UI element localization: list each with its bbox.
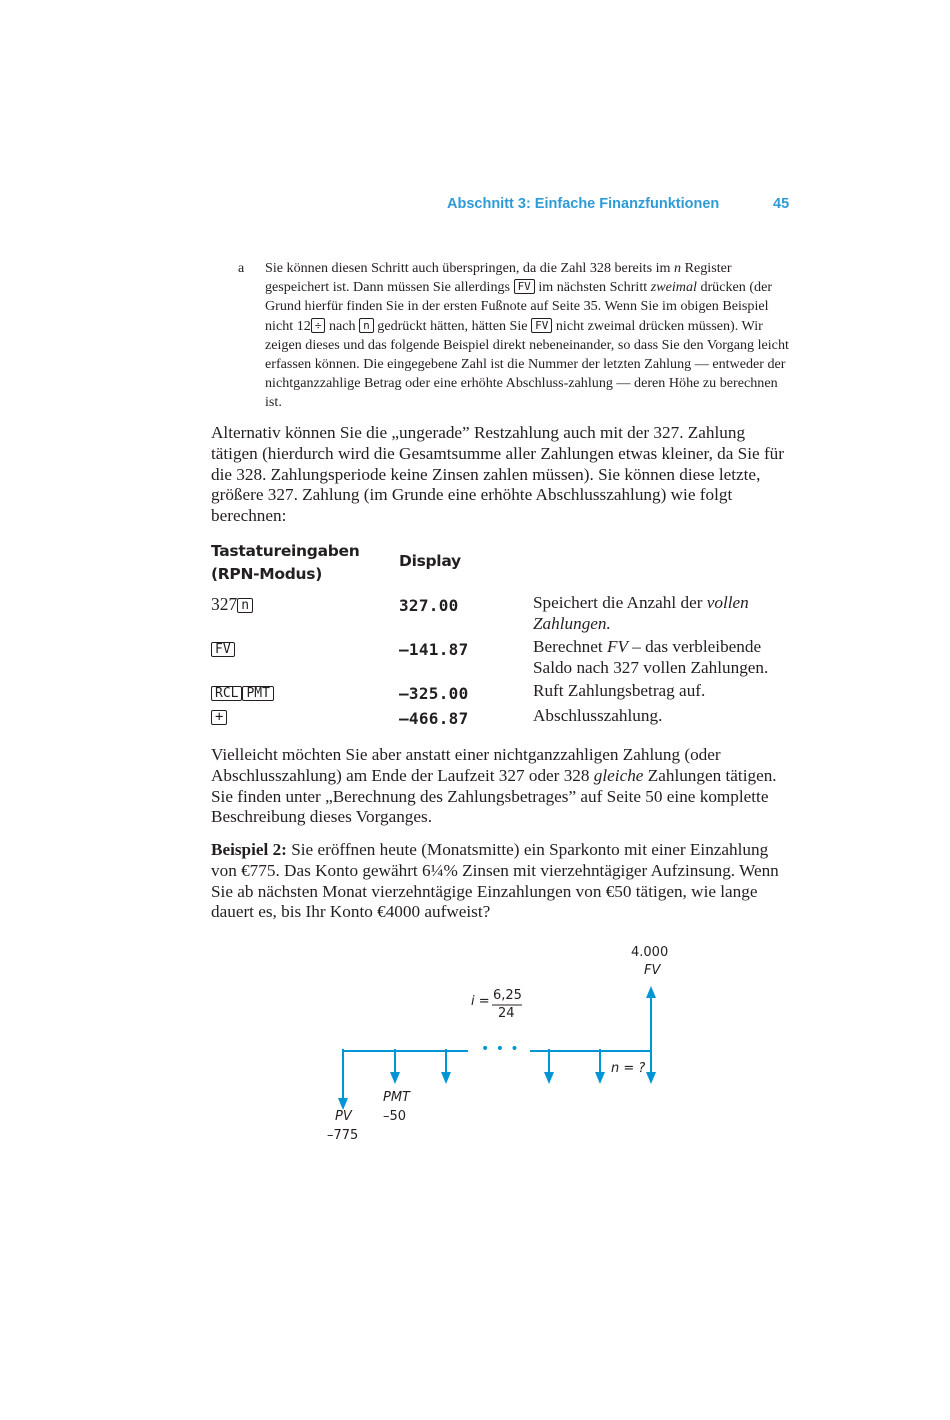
comment-text: Berechnet [533, 637, 603, 656]
footnote-text: gedrückt hätten, hätten Sie [377, 317, 528, 334]
ellipsis-dots: • • • [481, 1041, 520, 1057]
footnote-text: Register gespeichert ist. Dann müssen Sie allerdings [265, 260, 732, 296]
table-header-keys-line1: Tastatureingaben [211, 542, 360, 560]
pmt-arrowhead [390, 1072, 400, 1084]
pmt-arrowhead [441, 1072, 451, 1084]
pv-label: PV [335, 1109, 352, 1124]
comment-text: – das verbleibende Saldo nach 327 vollen Zahlungen. [533, 637, 769, 677]
table-row-comment: Abschlusszahlung. [533, 706, 663, 725]
table-header-keys-line2: (RPN-Modus) [211, 565, 322, 583]
pmt-arrowhead [646, 1072, 656, 1084]
fv-arrowhead [646, 986, 656, 998]
pmt-arrowhead [595, 1072, 605, 1084]
n-key: n [359, 318, 374, 333]
pmt-value: –50 [383, 1109, 407, 1124]
display-value: –466.87 [399, 709, 469, 728]
comment-text: . [606, 613, 611, 633]
divide-key: ÷ [311, 318, 326, 333]
fv-key: FV [211, 642, 235, 657]
footnote-marker: a [238, 261, 245, 276]
interest-numerator: 6,25 [493, 988, 522, 1003]
interest-symbol: i = [471, 994, 490, 1009]
pv-value: –775 [327, 1128, 359, 1143]
footnote-emphasis: zweimal [650, 279, 697, 296]
footnote-text: drücken (der Grund hierfür finden Sie in der ersten Fußnote auf Seite 35. Wenn Sie im obigen Beispiel nicht 12 [265, 279, 773, 334]
table-row-comment: Ruft Zahlungsbetrag auf. [533, 681, 706, 700]
n-key: n [237, 598, 253, 613]
footnote-text: im nächsten Schritt [538, 279, 648, 296]
interest-denominator: 24 [498, 1006, 515, 1021]
paragraph-text: Vielleicht möchten Sie aber anstatt einer nichtganzzahligen Zahlung (oder Abschlusszahlung) am Ende der Laufzeit 327 oder 328 [211, 745, 721, 785]
table-header-display: Display [399, 552, 461, 570]
display-value: –325.00 [399, 684, 469, 703]
comment-text: Speichert die Anzahl der [533, 593, 703, 612]
body-paragraph: Alternativ können Sie die „ungerade” Restzahlung auch mit der 327. Zahlung tätigen (hierdurch wird die Gesamtsumme aller Zahlungen etwas kleiner, da Sie für die 328. Zahlungsperiode keine Zinsen zahlen müssen). Sie können diese letzte, größere 327. Zahlung (im Grunde eine erhöhte Abschlusszahlung) wie folgt berechnen: [211, 423, 784, 526]
footnote-text: Sie können diesen Schritt auch überspringen, da die Zahl 328 bereits im [265, 260, 671, 276]
pmt-arrowhead [544, 1072, 554, 1084]
rcl-key: RCL [211, 686, 242, 701]
comment-emphasis: FV [606, 637, 628, 656]
fv-key: FV [531, 318, 552, 333]
interest-label [471, 994, 490, 1009]
footnote-text: nicht zweimal drücken müssen). Wir zeigen dieses und das folgende Beispiel direkt nebeneinander, so dass Sie den Vorgang leicht erfassen können. Die eingegebene Zahl ist die Nummer der letzten Zahlung — entweder der nichtganzzahlige Betrag oder eine erhöhte Abschluss-zahlung — deren Höhe zu berechnen ist. [265, 317, 789, 411]
plus-key: + [211, 710, 227, 725]
display-value: 327.00 [399, 596, 459, 615]
paragraph-text: Sie eröffnen heute (Monatsmitte) ein Sparkonto mit einer Einzahlung von €775. Das Konto gewährt 6¼% Zinsen mit vierzehntägiger Aufzinsung. Wenn Sie ab nächsten Monat vierzehntägige Einzahlungen von €50 tätigen, wie lange dauert es, bis Ihr Konto €4000 aufweist? [211, 840, 779, 922]
example-label: Beispiel 2: [211, 840, 287, 859]
pmt-label: PMT [383, 1090, 410, 1105]
comment-emphasis: vollen Zahlungen [533, 593, 749, 633]
fv-key: FV [514, 279, 535, 294]
key-number: 327 [211, 594, 238, 614]
fv-value: 4.000 [631, 945, 669, 960]
section-title: Abschnitt 3: Einfache Finanzfunktionen [447, 196, 720, 212]
paragraph-text: Zahlungen tätigen. Sie finden unter „Berechnung des Zahlungsbetrages” auf Seite 50 eine komplette Beschreibung dieses Vorganges. [211, 765, 777, 827]
display-value: –141.87 [399, 640, 469, 659]
pmt-key: PMT [242, 686, 273, 701]
paragraph-emphasis: gleiche [593, 765, 644, 785]
page-number: 45 [773, 196, 790, 212]
footnote-emphasis: n [674, 260, 682, 276]
n-label: n = ? [611, 1061, 646, 1076]
footnote-text: nach [328, 317, 356, 334]
fv-label: FV [644, 963, 661, 978]
